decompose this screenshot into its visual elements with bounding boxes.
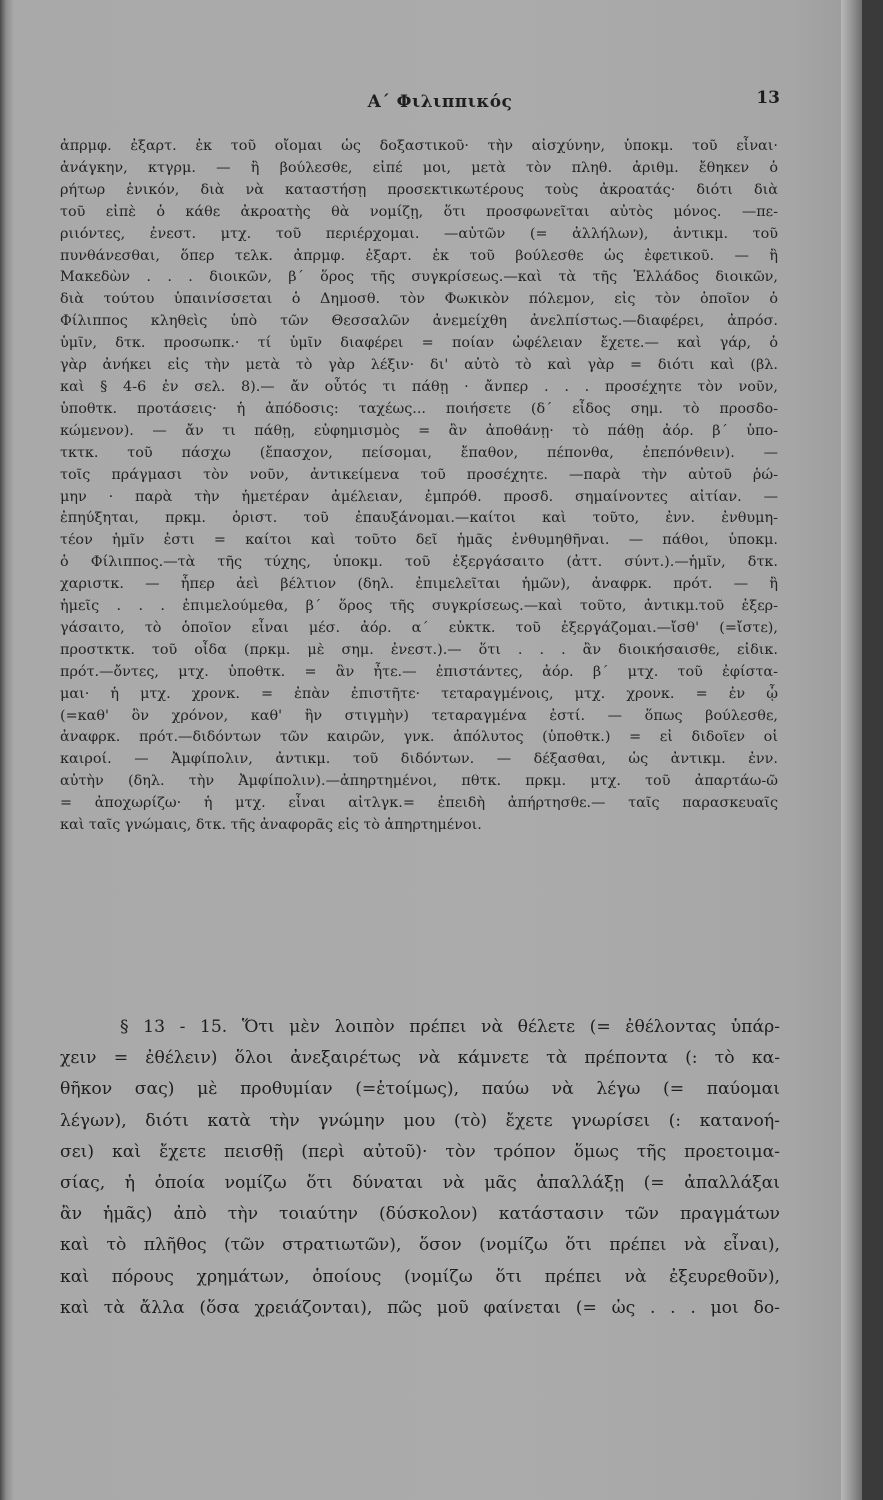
note-line: τοῖς πράγμασι τὸν νοῦν, ἀντικείμενα τοῦ προσέχητε. —παρὰ τὴν αὐτοῦ ῥώ- <box>60 466 778 483</box>
note-line: Φίλιππος κληθεὶς ὑπὸ τῶν Θεσσαλῶν ἀνεμείχθη ἀνελπίστως.—διαφέρει, ἀπρόσ. <box>60 313 778 330</box>
note-line: ἐπηύξηται, πρκμ. ὁριστ. τοῦ ἐπαυξάνομαι.—καίτοι καὶ τοῦτο, ἐνν. ἐνθυμη- <box>60 510 778 527</box>
commentary-notes <box>60 136 778 837</box>
note-line: αὐτὴν (δηλ. τὴν Ἀμφίπολιν).—ἀπηρτημένοι, πθτκ. πρκμ. μτχ. τοῦ ἀπαρτάω-ῶ <box>60 773 778 790</box>
translation-line: καὶ τὸ πλῆθος (τῶν στρατιωτῶν), ὅσον (νομίζω ὅτι πρέπει νὰ εἶναι), <box>60 1235 780 1256</box>
note-line: καὶ ταῖς γνώμαις, δτκ. τῆς ἀναφορᾶς εἰς τὸ ἀπηρτημένοι. <box>60 817 482 834</box>
note-line: ὁ Φίλιππος.—τὰ τῆς τύχης, ὑποκμ. τοῦ ἐξεργάσαιτο (ἀττ. σύντ.).—ἡμῖν, δτκ. <box>60 554 778 571</box>
note-line: ἀναφρκ. πρότ.—διδόντων τῶν καιρῶν, γνκ. ἀπόλυτος (ὑποθτκ.) = εἰ διδοῖεν οἱ <box>60 729 778 746</box>
note-line: = ἀποχωρίζω· ἡ μτχ. εἶναι αἰτλγκ.= ἐπειδὴ ἀπήρτησθε.— ταῖς παρασκευαῖς <box>60 795 778 812</box>
running-title: Α΄ Φιλιππικός <box>367 92 513 112</box>
note-line: ρήτωρ ἑνικόν, διὰ νὰ καταστήσῃ προσεκτικωτέρους τοὺς ἀκροατάς· διότι διὰ <box>60 181 778 198</box>
translation-line: σει) καὶ ἔχετε πεισθῇ (περὶ αὐτοῦ)· τὸν τρόπον ὅμως τῆς προετοιμα- <box>60 1141 780 1162</box>
translation-section <box>60 1012 780 1324</box>
note-line: διὰ τούτου ὑπαινίσσεται ὁ Δημοσθ. τὸν Φωκικὸν πόλεμον, εἰς τὸν ὁποῖον ὁ <box>60 291 778 308</box>
translation-line: θῆκον σας) μὲ προθυμίαν (=ἑτοίμως), παύω νὰ λέγω (= παύομαι <box>60 1079 780 1100</box>
translation-line: ἂν ἡμᾶς) ἀπὸ τὴν τοιαύτην (δύσκολον) κατάστασιν τῶν πραγμάτων <box>60 1204 780 1225</box>
translation-line: λέγων), διότι κατὰ τὴν γνώμην μου (τὸ) ἔχετε γνωρίσει (: κατανοή- <box>60 1110 780 1131</box>
note-line: κώμενον). — ἄν τι πάθῃ, εὐφημισμὸς = ἂν ἀποθάνῃ· τὸ πάθῃ ἀόρ. β΄ ὑπο- <box>60 422 778 439</box>
note-line: ἀπρμφ. ἐξαρτ. ἐκ τοῦ οἴομαι ὡς δοξαστικοῦ· τὴν αἰσχύνην, ὑποκμ. τοῦ εἶναι· <box>60 138 778 154</box>
note-line: ὑμῖν, δτκ. προσωπκ.· τί ὑμῖν διαφέρει = ποίαν ὠφέλειαν ἔχετε.— καὶ γάρ, ὁ <box>60 335 778 352</box>
note-line: τοῦ εἰπὲ ὁ κάθε ἀκροατὴς θὰ νομίζῃ, ὅτι προσφωνεῖται αὐτὸς μόνος. —πε- <box>60 203 778 220</box>
note-line: προστκτκ. τοῦ οἶδα (πρκμ. μὲ σημ. ἐνεστ.).— ὅτι . . . ἂν διοικήσαισθε, εἰδικ. <box>60 641 778 658</box>
note-line: πυνθάνεσθαι, ὅπερ τελκ. ἀπρμφ. ἐξαρτ. ἐκ τοῦ βούλεσθε ὡς ἐφετικοῦ. — ἢ <box>60 247 778 264</box>
translation-line: χειν = ἐθέλειν) ὅλοι ἀνεξαιρέτως νὰ κάμνετε τὰ πρέποντα (: τὸ κα- <box>60 1048 780 1069</box>
note-line: μαι· ἡ μτχ. χρονκ. = ἐπὰν ἐπιστῆτε· τεταραγμένοις, μτχ. χρονκ. = ἐν ᾧ <box>60 685 778 702</box>
translation-line: καὶ τὰ ἄλλα (ὅσα χρειάζονται), πῶς μοῦ φαίνεται (= ὡς . . . μοι δο- <box>60 1297 780 1318</box>
note-line: (=καθ' ὃν χρόνον, καθ' ἣν στιγμὴν) τεταραγμένα ἐστί. — ὅπως βούλεσθε, <box>60 707 778 724</box>
note-line: ριιόντες, ἐνεστ. μτχ. τοῦ περιέρχομαι. —αὐτῶν (= ἀλλήλων), ἀντικμ. τοῦ <box>60 225 778 242</box>
note-line: ὑποθτκ. προτάσεις· ἡ ἀπόδοσις: ταχέως... ποιήσετε (δ΄ εἶδος σημ. τὸ προσδο- <box>60 400 778 417</box>
note-line: τέον ἡμῖν ἐστι = καίτοι καὶ τοῦτο δεῖ ἡμᾶς ἐνθυμηθῆναι. — πάθοι, ὑποκμ. <box>60 532 778 549</box>
note-line: ἀνάγκην, κτγρμ. — ἢ βούλεσθε, εἰπέ μοι, μετὰ τὸν πληθ. ἀριθμ. ἔθηκεν ὁ <box>60 159 778 176</box>
note-line: χαριστκ. — ἧπερ ἀεὶ βέλτιον (δηλ. ἐπιμελεῖται ἡμῶν), ἀναφρκ. πρότ. — ἢ <box>60 576 778 593</box>
note-line: πρότ.—ὄντες, μτχ. ὑποθτκ. = ἂν ἦτε.— ἐπιστάντες, ἀόρ. β΄ μτχ. τοῦ ἐφίστα- <box>60 663 778 680</box>
page-number: 13 <box>756 88 780 108</box>
note-line: ἡμεῖς . . . ἐπιμελούμεθα, β΄ ὅρος τῆς συγκρίσεως.—καὶ τοῦτο, ἀντικμ.τοῦ ἐξερ- <box>60 598 778 615</box>
page-edge <box>841 0 862 1500</box>
note-line: καιροί. — Ἀμφίπολιν, ἀντικμ. τοῦ διδόντων. — δέξασθαι, ὡς ἀντικμ. ἐνν. <box>60 751 778 768</box>
note-line: γάσαιτο, τὸ ὁποῖον εἶναι μέσ. ἀόρ. α΄ εὐκτκ. τοῦ ἐξεργάζομαι.—ἴσθ' (=ἴστε), <box>60 619 778 636</box>
page-header <box>60 82 780 122</box>
translation-line: σίας, ἡ ὁποία νομίζω ὅτι δύναται νὰ μᾶς ἀπαλλάξῃ (= ἀπαλλάξαι <box>60 1173 780 1194</box>
translation-line: § 13 - 15. Ὅτι μὲν λοιπὸν πρέπει νὰ θέλετε (= ἐθέλοντας ὑπάρ- <box>120 1017 780 1037</box>
translation-line: καὶ πόρους χρημάτων, ὁποίους (νομίζω ὅτι πρέπει νὰ ἐξευρεθοῦν), <box>60 1266 780 1287</box>
note-line: καὶ § 4-6 ἐν σελ. 8).— ἄν οὗτός τι πάθῃ · ἄνπερ . . . προσέχητε τὸν νοῦν, <box>60 378 778 395</box>
note-line: Μακεδὼν . . . διοικῶν, β΄ ὅρος τῆς συγκρίσεως.—καὶ τὰ τῆς Ἑλλάδος διοικῶν, <box>60 269 778 286</box>
note-line: μην · παρὰ τὴν ἡμετέραν ἀμέλειαν, ἐμπρόθ. προσδ. σημαίνοντες αἰτίαν. — <box>60 488 778 505</box>
note-line: τκτκ. τοῦ πάσχω (ἔπασχον, πείσομαι, ἔπαθον, πέπονθα, ἐπεπόνθειν). — <box>60 444 778 461</box>
note-line: γὰρ ἀνήκει εἰς τὴν μετὰ τὸ γὰρ λέξιν· δι' αὐτὸ τὸ καὶ γὰρ = διότι καὶ (βλ. <box>60 357 778 374</box>
